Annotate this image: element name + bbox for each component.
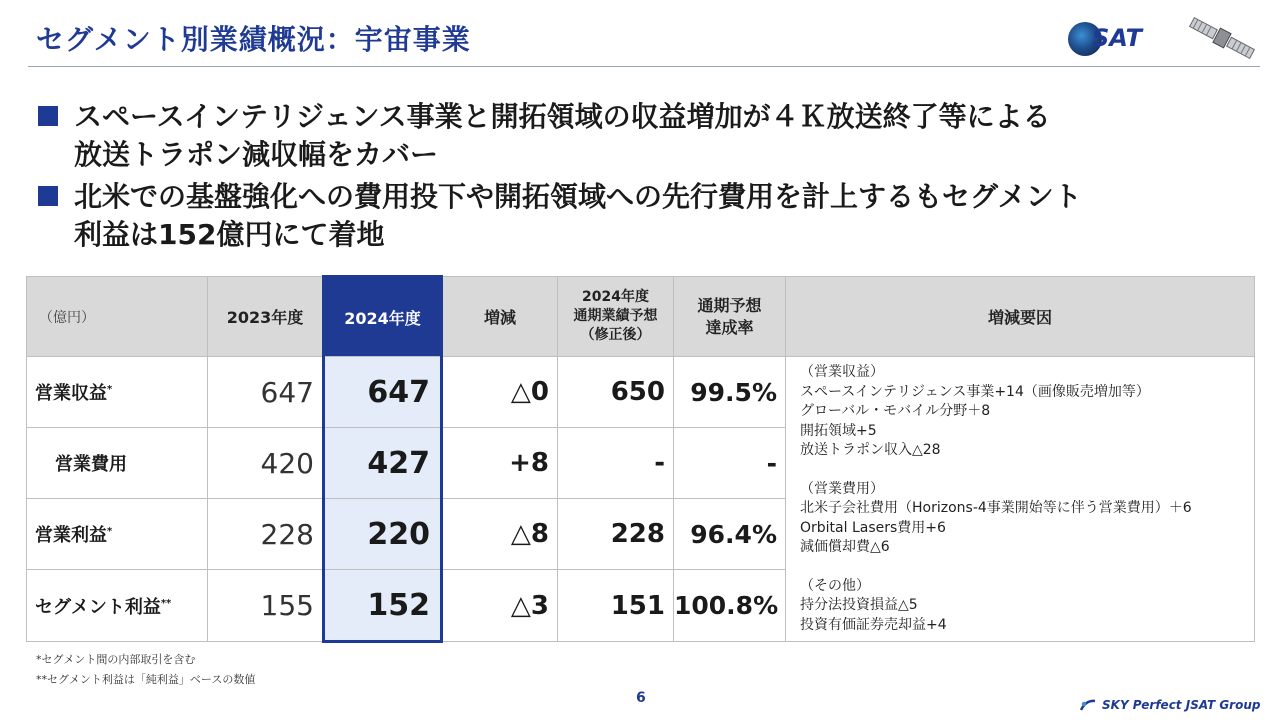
- factor-item: グローバル・モバイル分野＋8: [800, 403, 991, 419]
- change-header: 増減: [442, 277, 558, 357]
- factor-item: 減価償却費△6: [800, 539, 890, 555]
- bullet-line: 放送トラポン減収幅をカバー: [74, 138, 439, 171]
- forecast-header-line: （修正後）: [580, 327, 651, 343]
- achievement-header: [674, 277, 786, 357]
- factor-item: スペースインテリジェンス事業+14（画像販売増加等）: [800, 383, 1150, 400]
- factor-heading: （その他）: [800, 577, 870, 594]
- fy2024-value: 220: [324, 499, 442, 570]
- bullet-line: 利益は152億円にて着地: [74, 218, 385, 251]
- change-value: △8: [442, 499, 558, 570]
- forecast-header-line: 2024年度: [582, 289, 649, 305]
- swoosh-icon: [1080, 698, 1096, 712]
- fy2023-value: 647: [208, 357, 324, 428]
- jsat-logo: [1068, 18, 1164, 62]
- page-number: 6: [636, 690, 646, 706]
- fy2023-value: 420: [208, 428, 324, 499]
- row-label: セグメント利益**: [27, 570, 208, 642]
- factor-item: 北米子会社費用（Horizons-4事業開始等に伴う営業費用）＋6: [800, 500, 1192, 516]
- factor-group-revenue: [800, 363, 1246, 461]
- title-divider: [28, 66, 1260, 67]
- unit-header: （億円）: [27, 277, 208, 357]
- forecast-value: -: [558, 428, 674, 499]
- group-logo: [1080, 698, 1260, 712]
- footnote: *セグメント間の内部取引を含む: [36, 653, 196, 666]
- factor-item: Orbital Lasers費用+6: [800, 519, 946, 536]
- footnote-mark: **: [160, 597, 172, 609]
- achievement-value: 99.5%: [674, 357, 786, 428]
- summary-bullets: [38, 98, 1258, 258]
- change-value: △3: [442, 570, 558, 642]
- change-value: +8: [442, 428, 558, 499]
- fy2024-value: 427: [324, 428, 442, 499]
- square-bullet-icon: [38, 106, 58, 126]
- group-name: SKY Perfect JSAT Group: [1102, 698, 1261, 712]
- change-factors: [786, 357, 1255, 642]
- factors-header: 増減要因: [786, 277, 1255, 357]
- factor-heading: （営業費用）: [800, 480, 884, 497]
- factor-group-other: [800, 577, 1246, 636]
- row-label: 営業利益*: [27, 499, 208, 570]
- table-header-row: [27, 277, 1255, 357]
- forecast-value: 228: [558, 499, 674, 570]
- factor-item: 持分法投資損益△5: [800, 597, 918, 613]
- forecast-header-line: 通期業績予想: [573, 308, 658, 324]
- factor-item: 放送トラポン収入△28: [800, 442, 941, 458]
- achievement-value: 100.8%: [674, 570, 786, 642]
- factor-heading: （営業収益）: [800, 364, 884, 380]
- performance-table: [26, 275, 1255, 643]
- achievement-header-line: 達成率: [705, 317, 754, 337]
- footnote-mark: *: [107, 526, 113, 537]
- fy2024-header: 2024年度: [324, 277, 442, 357]
- fy2024-value: 152: [324, 570, 442, 642]
- table-row: [27, 357, 1255, 428]
- footnote: **セグメント利益は「純利益」ベースの数値: [36, 673, 256, 686]
- fy2023-header: 2023年度: [208, 277, 324, 357]
- factor-item: 開拓領域+5: [800, 422, 877, 439]
- fy2023-value: 228: [208, 499, 324, 570]
- bullet-item: [38, 178, 1258, 254]
- square-bullet-icon: [38, 186, 58, 206]
- row-label: 営業費用: [27, 428, 208, 499]
- satellite-icon: [1186, 14, 1258, 62]
- footnotes: [36, 650, 255, 690]
- achievement-value: 96.4%: [674, 499, 786, 570]
- change-value: △0: [442, 357, 558, 428]
- fy2023-value: 155: [208, 570, 324, 642]
- row-label: 営業収益*: [27, 357, 208, 428]
- achievement-value: -: [674, 428, 786, 499]
- forecast-value: 151: [558, 570, 674, 642]
- page-title: セグメント別業績概況：宇宙事業: [36, 23, 471, 56]
- footnote-mark: *: [107, 384, 113, 395]
- factor-group-expenses: [800, 480, 1246, 558]
- forecast-header: [558, 277, 674, 357]
- fy2024-value: 647: [324, 357, 442, 428]
- bullet-line: 北米での基盤強化への費用投下や開拓領域への先行費用を計上するもセグメント: [74, 180, 1082, 213]
- bullet-item: [38, 98, 1258, 174]
- forecast-value: 650: [558, 357, 674, 428]
- bullet-line: スペースインテリジェンス事業と開拓領域の収益増加が４Ｋ放送終了等による: [74, 100, 1051, 133]
- logo-text: SAT: [1092, 24, 1142, 52]
- factor-item: 投資有価証券売却益+4: [800, 616, 947, 633]
- achievement-header-line: 通期予想: [697, 295, 762, 315]
